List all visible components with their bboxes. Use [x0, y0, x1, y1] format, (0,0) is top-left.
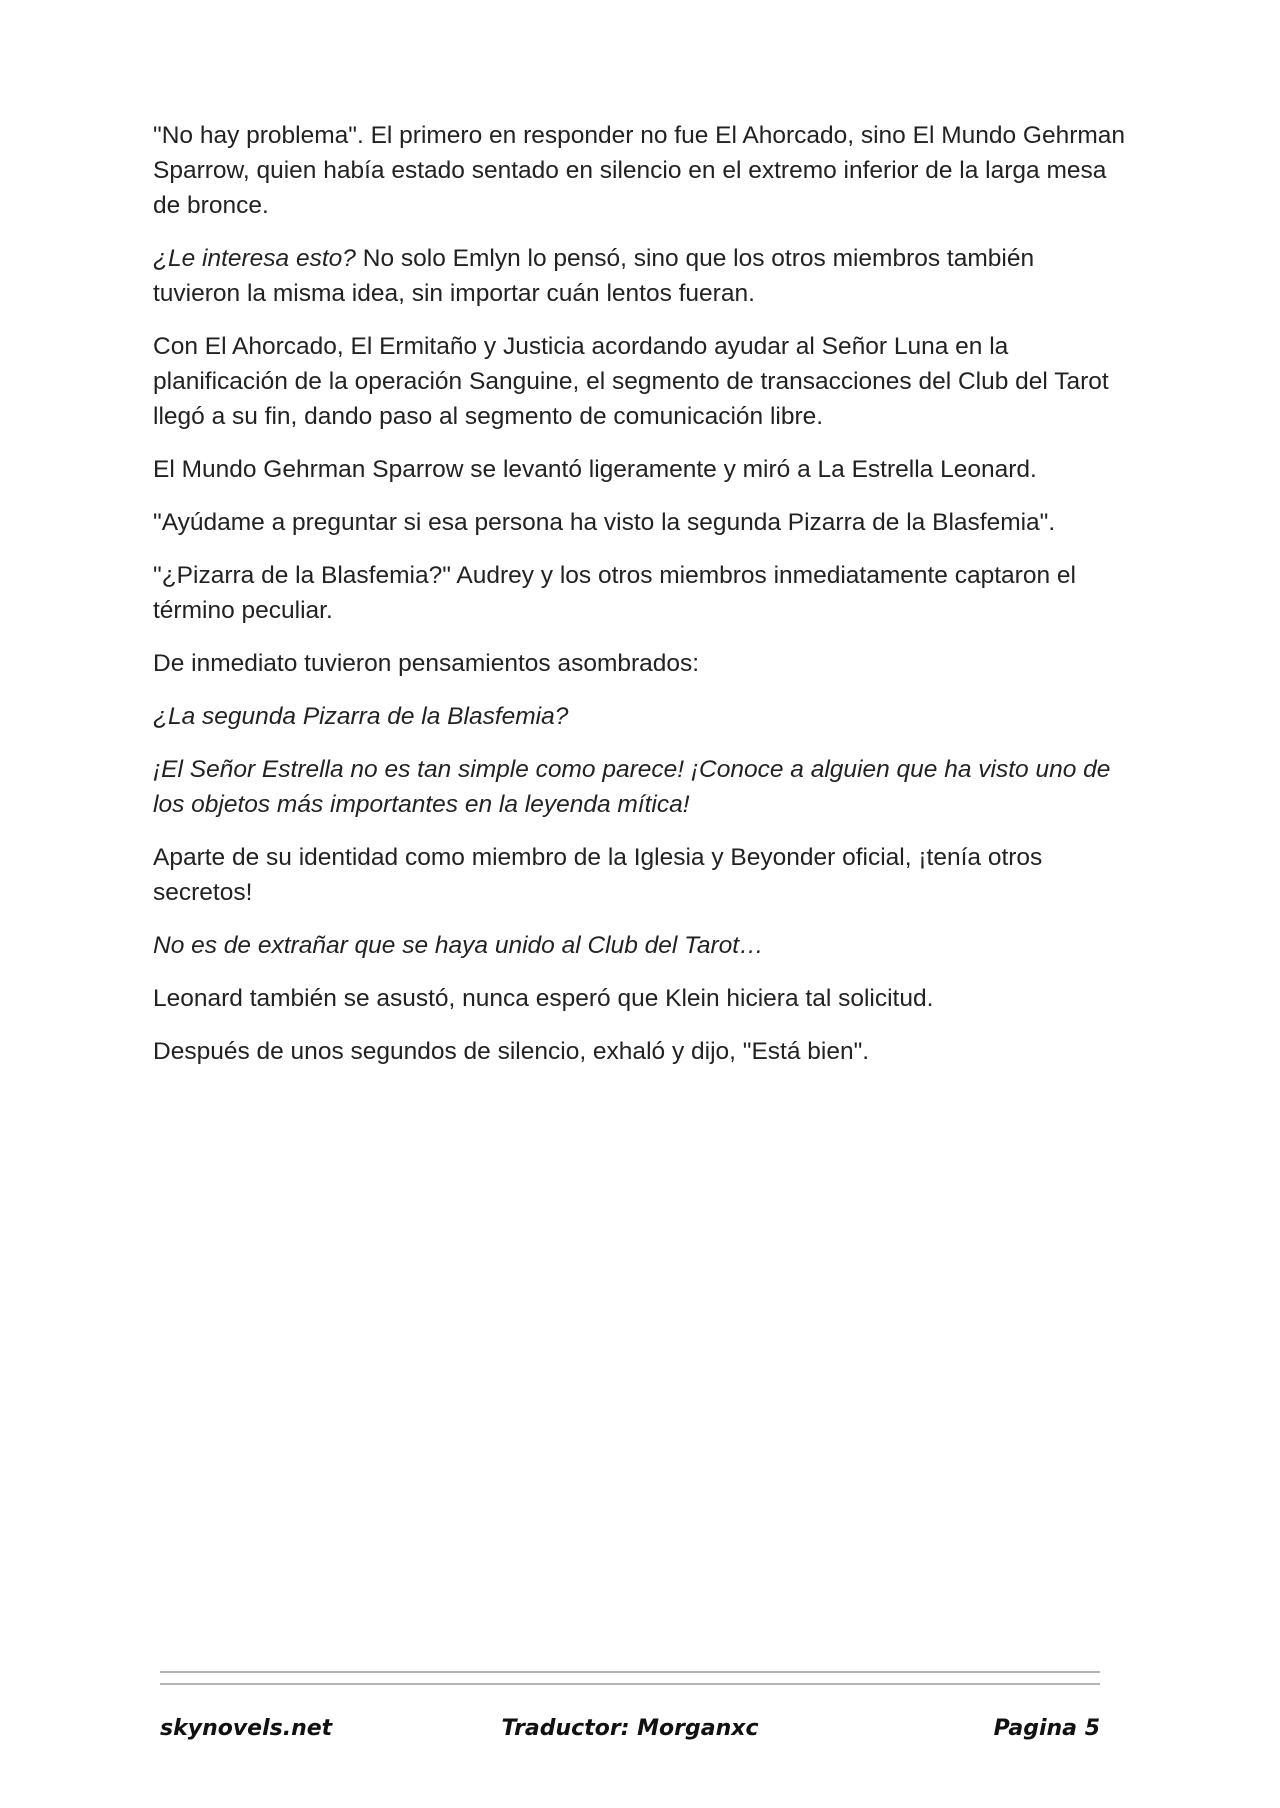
paragraph: Aparte de su identidad como miembro de la Iglesia y Beyonder oficial, ¡tenía otros secretos! [153, 844, 1043, 906]
paragraph: ¿Le interesa esto? No solo Emlyn lo pensó, sino que los otros miembros también tuvieron la misma idea, sin importar cuán lentos fueran. [153, 245, 1035, 307]
paragraph: "¿Pizarra de la Blasfemia?" Audrey y los otros miembros inmediatamente captaron el término peculiar. [153, 562, 1076, 624]
paragraph: De inmediato tuvieron pensamientos asombrados: [153, 650, 700, 677]
italic-text: ¿La segunda Pizarra de la Blasfemia? [153, 703, 569, 730]
footer-site: skynovels.net [160, 1716, 333, 1741]
footer-divider [160, 1683, 1100, 1685]
paragraph: El Mundo Gehrman Sparrow se levantó ligeramente y miró a La Estrella Leonard. [153, 456, 1037, 483]
paragraph: Después de unos segundos de silencio, exhaló y dijo, "Está bien". [153, 1038, 870, 1065]
paragraph: Con El Ahorcado, El Ermitaño y Justicia acordando ayudar al Señor Luna en la planificación de la operación Sanguine, el segmento de transacciones del Club del Tarot llegó a su fin, dando paso al segmento de comunicación libre. [153, 333, 1109, 430]
paragraph: "No hay problema". El primero en responder no fue El Ahorcado, sino El Mundo Gehrman Sparrow, quien había estado sentado en silencio en el extremo inferior de la larga mesa de bronce. [153, 122, 1126, 219]
italic-text: ¿Le interesa esto? [153, 245, 356, 272]
paragraph [153, 928, 1128, 963]
paragraph: "Ayúdame a preguntar si esa persona ha visto la segunda Pizarra de la Blasfemia". [153, 509, 1056, 536]
footer-translator: Traductor: Morganxc [501, 1716, 759, 1741]
italic-text: No es de extrañar que se haya unido al Club del Tarot… [153, 932, 764, 959]
body-text [153, 118, 1128, 1087]
page-footer [160, 1716, 1100, 1748]
italic-text: ¡El Señor Estrella no es tan simple como parece! ¡Conoce a alguien que ha visto uno de los objetos más importantes en la leyenda mítica! [153, 756, 1111, 818]
paragraph: Leonard también se asustó, nunca esperó que Klein hiciera tal solicitud. [153, 985, 934, 1012]
footer-divider [160, 1671, 1100, 1673]
footer-page-number: Pagina 5 [993, 1716, 1100, 1741]
paragraph [153, 752, 1128, 822]
paragraph [153, 699, 1128, 734]
